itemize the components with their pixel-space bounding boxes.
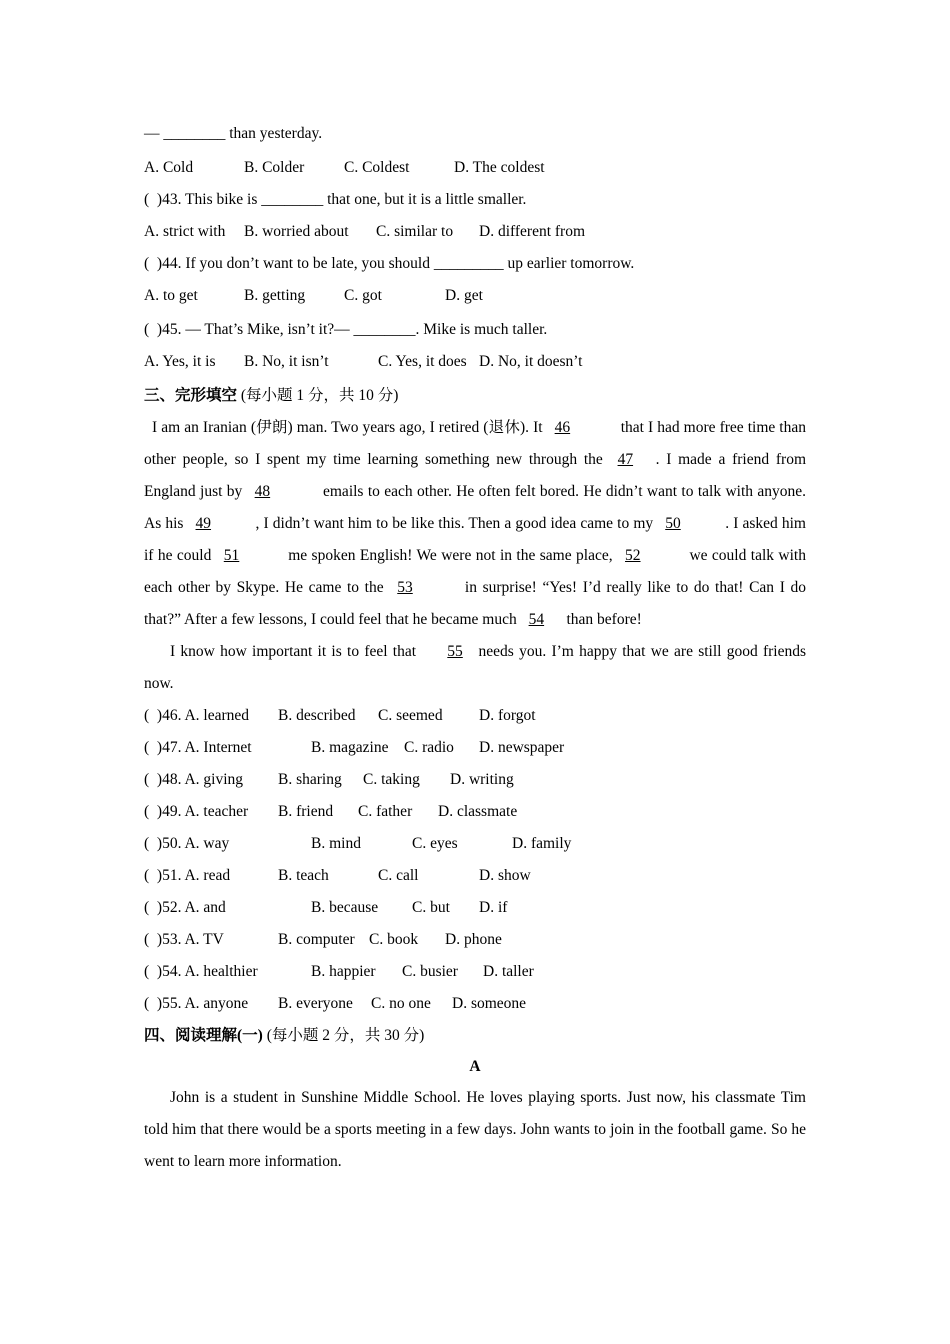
cloze-option-b: B. described: [278, 707, 356, 724]
section3-title: 三、完形填空: [144, 387, 238, 404]
q45-option-a: A. Yes, it is: [144, 353, 216, 370]
cloze-option-row: [144, 828, 806, 860]
cloze-option-c: C. but: [412, 899, 450, 916]
cloze-option-a: ( )54. A. healthier: [144, 963, 258, 980]
cloze-option-b: B. mind: [311, 835, 361, 852]
blank-50: 50: [665, 515, 681, 532]
blank-51: 51: [223, 547, 240, 564]
passage-text: I know how important it is to feel that: [170, 643, 422, 660]
cloze-option-row: [144, 796, 806, 828]
cloze-option-b: B. teach: [278, 867, 329, 884]
q44-option-b: B. getting: [244, 287, 306, 304]
cloze-option-c: C. busier: [402, 963, 458, 980]
q43-stem: ( )43. This bike is ________ that one, but it is a little smaller.: [144, 191, 527, 208]
passage-text: I am an Iranian (伊朗) man. Two years ago, I retired (退休). It: [152, 419, 547, 436]
cloze-option-row: [144, 892, 806, 924]
q43-option-b: B. worried about: [244, 223, 349, 240]
cloze-option-c: C. book: [369, 931, 419, 948]
cloze-option-a: ( )47. A. Internet: [144, 739, 252, 756]
cloze-option-c: C. radio: [404, 739, 454, 756]
cloze-option-b: B. everyone: [278, 995, 353, 1012]
section3-note: (每小题 1 分，共 10 分): [240, 387, 399, 404]
reading-passage: John is a student in Sunshine Middle School. He loves playing sports. Just now, his classmate Tim told him that there would be a sports meeting in a few days. John wants to join in the football game. So he went to learn more information.: [144, 1089, 806, 1170]
cloze-passage-p2: [144, 636, 806, 700]
cloze-option-a: ( )55. A. anyone: [144, 995, 249, 1012]
cloze-option-a: ( )49. A. teacher: [144, 803, 249, 820]
q43-option-c: C. similar to: [376, 223, 454, 240]
cloze-option-row: [144, 988, 806, 1020]
cloze-option-b: B. friend: [278, 803, 334, 820]
cloze-option-d: D. taller: [483, 963, 534, 980]
q45-options: [144, 346, 806, 378]
q45-option-b: B. No, it isn’t: [244, 353, 329, 370]
cloze-option-a: ( )48. A. giving: [144, 771, 244, 788]
passage-text: that I had more free time than other people, so I spent my time learning something new through the: [144, 419, 806, 468]
cloze-option-d: D. someone: [452, 995, 527, 1012]
passage-text: than before!: [562, 611, 642, 628]
passage-text: me spoken English! We were not in the same place,: [283, 547, 618, 564]
q42-option-b: B. Colder: [244, 159, 305, 176]
cloze-option-d: D. phone: [445, 931, 502, 948]
passage-text: . I made a friend from England just by: [144, 451, 806, 500]
cloze-option-a: ( )46. A. learned: [144, 707, 250, 724]
cloze-option-c: C. no one: [371, 995, 431, 1012]
cloze-option-row: [144, 956, 806, 988]
passage-text: . I asked him if he could: [144, 515, 806, 564]
cloze-option-d: D. family: [512, 835, 572, 852]
cloze-option-b: B. computer: [278, 931, 355, 948]
cloze-option-c: C. taking: [363, 771, 420, 788]
q42-options: [144, 152, 806, 184]
cloze-option-c: C. seemed: [378, 707, 443, 724]
blank-47: 47: [617, 451, 634, 468]
section4-note: (每小题 2 分，共 30 分): [266, 1027, 425, 1044]
cloze-options-list: [144, 700, 806, 1020]
cloze-option-b: B. magazine: [311, 739, 389, 756]
cloze-option-c: C. father: [358, 803, 413, 820]
cloze-option-d: D. writing: [450, 771, 514, 788]
q43-option-d: D. different from: [479, 223, 586, 240]
blank-48: 48: [254, 483, 271, 500]
passage-text: needs you. I’m happy that we are still good friends now.: [144, 643, 806, 692]
q44-option-c: C. got: [344, 287, 382, 304]
passage-text: emails to each other. He often felt bored. He didn’t want to talk with anyone. As his: [144, 483, 806, 532]
cloze-option-d: D. classmate: [438, 803, 518, 820]
blank-46: 46: [554, 419, 571, 436]
blank-52: 52: [625, 547, 641, 564]
q42-option-a: A. Cold: [144, 159, 194, 176]
blank-55: 55: [447, 643, 463, 660]
q45-option-c: C. Yes, it does: [378, 353, 467, 370]
q42-stem: — ________ than yesterday.: [144, 125, 323, 142]
blank-49: 49: [195, 515, 212, 532]
passage-text: , I didn’t want him to be like this. Then a good idea came to my: [255, 515, 658, 532]
q44-option-d: D. get: [445, 287, 483, 304]
cloze-option-row: [144, 732, 806, 764]
q44-options: [144, 280, 806, 312]
section4-heading: [144, 1020, 806, 1052]
q45-option-d: D. No, it doesn’t: [479, 353, 583, 370]
cloze-option-c: C. eyes: [412, 835, 458, 852]
cloze-option-row: [144, 700, 806, 732]
cloze-option-d: D. show: [479, 867, 531, 884]
blank-54: 54: [528, 611, 545, 628]
q42-option-c: C. Coldest: [344, 159, 410, 176]
passage-text: in surprise! “Yes! I’d really like to do that! Can I do that?” After a few lessons, I could feel that he became much: [144, 579, 807, 628]
cloze-option-a: ( )52. A. and: [144, 899, 226, 916]
q44-stem: ( )44. If you don’t want to be late, you should _________ up earlier tomorrow.: [144, 255, 635, 272]
cloze-option-row: [144, 764, 806, 796]
q44-option-a: A. to get: [144, 287, 198, 304]
passage-text: we could talk with each other by Skype. He came to the: [144, 547, 806, 596]
cloze-passage-p1: [144, 412, 806, 636]
cloze-option-row: [144, 924, 806, 956]
cloze-option-a: ( )51. A. read: [144, 867, 231, 884]
section4-title: 四、阅读理解(一): [144, 1027, 263, 1044]
cloze-option-row: [144, 860, 806, 892]
cloze-option-b: B. happier: [311, 963, 376, 980]
cloze-option-d: D. forgot: [479, 707, 536, 724]
section3-heading: [144, 380, 806, 412]
q43-options: [144, 216, 806, 248]
reading-heading: A: [469, 1058, 481, 1075]
cloze-option-a: ( )53. A. TV: [144, 931, 224, 948]
cloze-option-d: D. newspaper: [479, 739, 565, 756]
blank-53: 53: [397, 579, 413, 596]
cloze-option-d: D. if: [479, 899, 508, 916]
exam-page: [144, 120, 806, 1178]
cloze-option-b: B. sharing: [278, 771, 342, 788]
q43-option-a: A. strict with: [144, 223, 226, 240]
q45-stem: ( )45. — That’s Mike, isn’t it?— ________. Mike is much taller.: [144, 321, 548, 338]
cloze-option-a: ( )50. A. way: [144, 835, 230, 852]
cloze-option-c: C. call: [378, 867, 419, 884]
q42-option-d: D. The coldest: [454, 159, 545, 176]
cloze-option-b: B. because: [311, 899, 379, 916]
